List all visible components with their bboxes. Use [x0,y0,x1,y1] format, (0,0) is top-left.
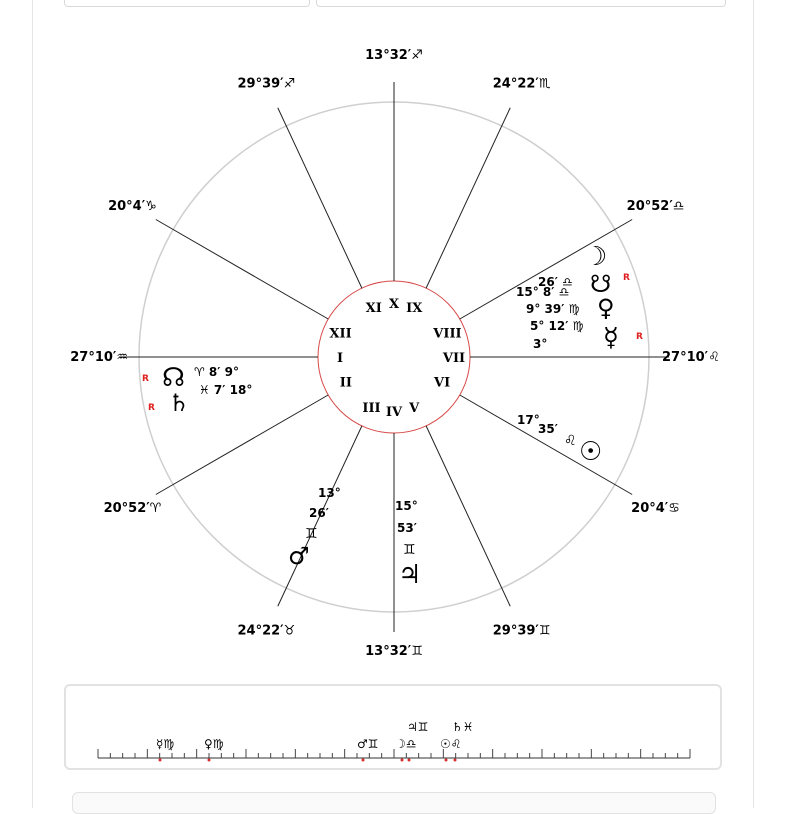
moon-glyph[interactable]: ☽ [584,242,608,272]
house-number: I [336,351,344,366]
house-number: III [362,401,381,417]
cusp-label: 29°39′♊ [492,623,551,639]
house-number: X [388,297,400,312]
sun-minute: 35′ [538,422,558,436]
north-node-glyph[interactable]: ☊ [162,363,186,393]
house-number: V [409,401,420,417]
strip-marker [454,759,457,762]
strip-marker [208,759,211,762]
retrograde-marker: R [148,403,155,413]
cusp-label: 29°39′♐ [237,76,296,92]
cusp-label: 20°52′♎ [626,199,685,214]
house-number: IX [406,300,423,316]
strip-marker [408,759,411,762]
strip-label-saturn: ♄♓ [452,720,474,734]
mars-degree: 13° [318,486,341,500]
strip-label-mars: ♂♊ [357,737,379,751]
house-number: XI [365,300,382,316]
mercury-glyph[interactable]: ☿ [603,323,619,353]
strip-marker [159,759,162,762]
strip-marker [445,759,448,762]
jupiter-sign: ♊ [403,542,416,558]
mars-sign: ♊ [305,526,318,542]
node-degree: 15° 8′ ♎ [516,285,570,299]
sun-degree: 17° [517,413,540,427]
retrograde-marker: R [636,332,643,342]
cusp-label: 20°4′♋ [631,501,680,516]
bottom-panel [72,792,716,814]
strip-label-mercury: ☿♍ [156,737,175,751]
strip-label-moon: ☽♎ [395,737,417,751]
strip-label-venus: ♀♍ [204,737,224,751]
venus-glyph[interactable]: ♀ [597,294,615,322]
mercury-degree: 5° 12′ ♍ [530,319,584,333]
venus-degree: 9° 39′ ♍ [526,302,580,316]
cusp-label: 24°22′♉ [237,623,296,639]
mars-glyph[interactable]: ♂ [288,542,310,570]
strip-label-jupiter: ♃♊ [407,720,429,734]
house-number: VI [434,375,451,391]
jupiter-minute: 53′ [397,521,417,535]
strip-markers [159,759,457,762]
strip-marker [362,759,365,762]
house-number: VIII [433,326,462,342]
mercury-extra-degree: 3° [533,337,548,351]
south-node-glyph[interactable]: ☋ [590,270,612,298]
house-number: XII [329,326,352,342]
sun-glyph[interactable]: ☉ [579,437,603,467]
mars-minute: 26′ [309,506,329,520]
house-number: VII [442,351,466,366]
moon-degree: 26′ ♎ [538,275,573,289]
strip-ticks [98,749,690,758]
north-node-degree: ♈ 8′ 9° [194,365,239,379]
cusp-label: 20°4′♑ [108,199,157,214]
house-number: II [339,375,352,391]
sun-sign: ♌ [564,433,577,449]
cusp-label: 27°10′♒ [70,350,128,365]
jupiter-glyph[interactable]: ♃ [398,560,422,590]
house-number: IV [385,405,403,420]
retrograde-marker: R [623,273,630,283]
cusp-label: 24°22′♏ [492,76,551,92]
saturn-glyph[interactable]: ♄ [168,389,190,417]
cusp-label: 13°32′♊ [365,644,423,659]
strip-label-sun: ☉♌ [440,737,462,751]
jupiter-degree: 15° [395,499,418,513]
cusp-label: 13°32′♐ [365,48,423,63]
cusp-label: 27°10′♌ [662,350,720,365]
cusp-label: 20°52′♈ [103,501,162,516]
retrograde-marker: R [142,374,149,384]
saturn-degree: ♓ 7′ 18° [199,383,253,397]
strip-marker [401,759,404,762]
